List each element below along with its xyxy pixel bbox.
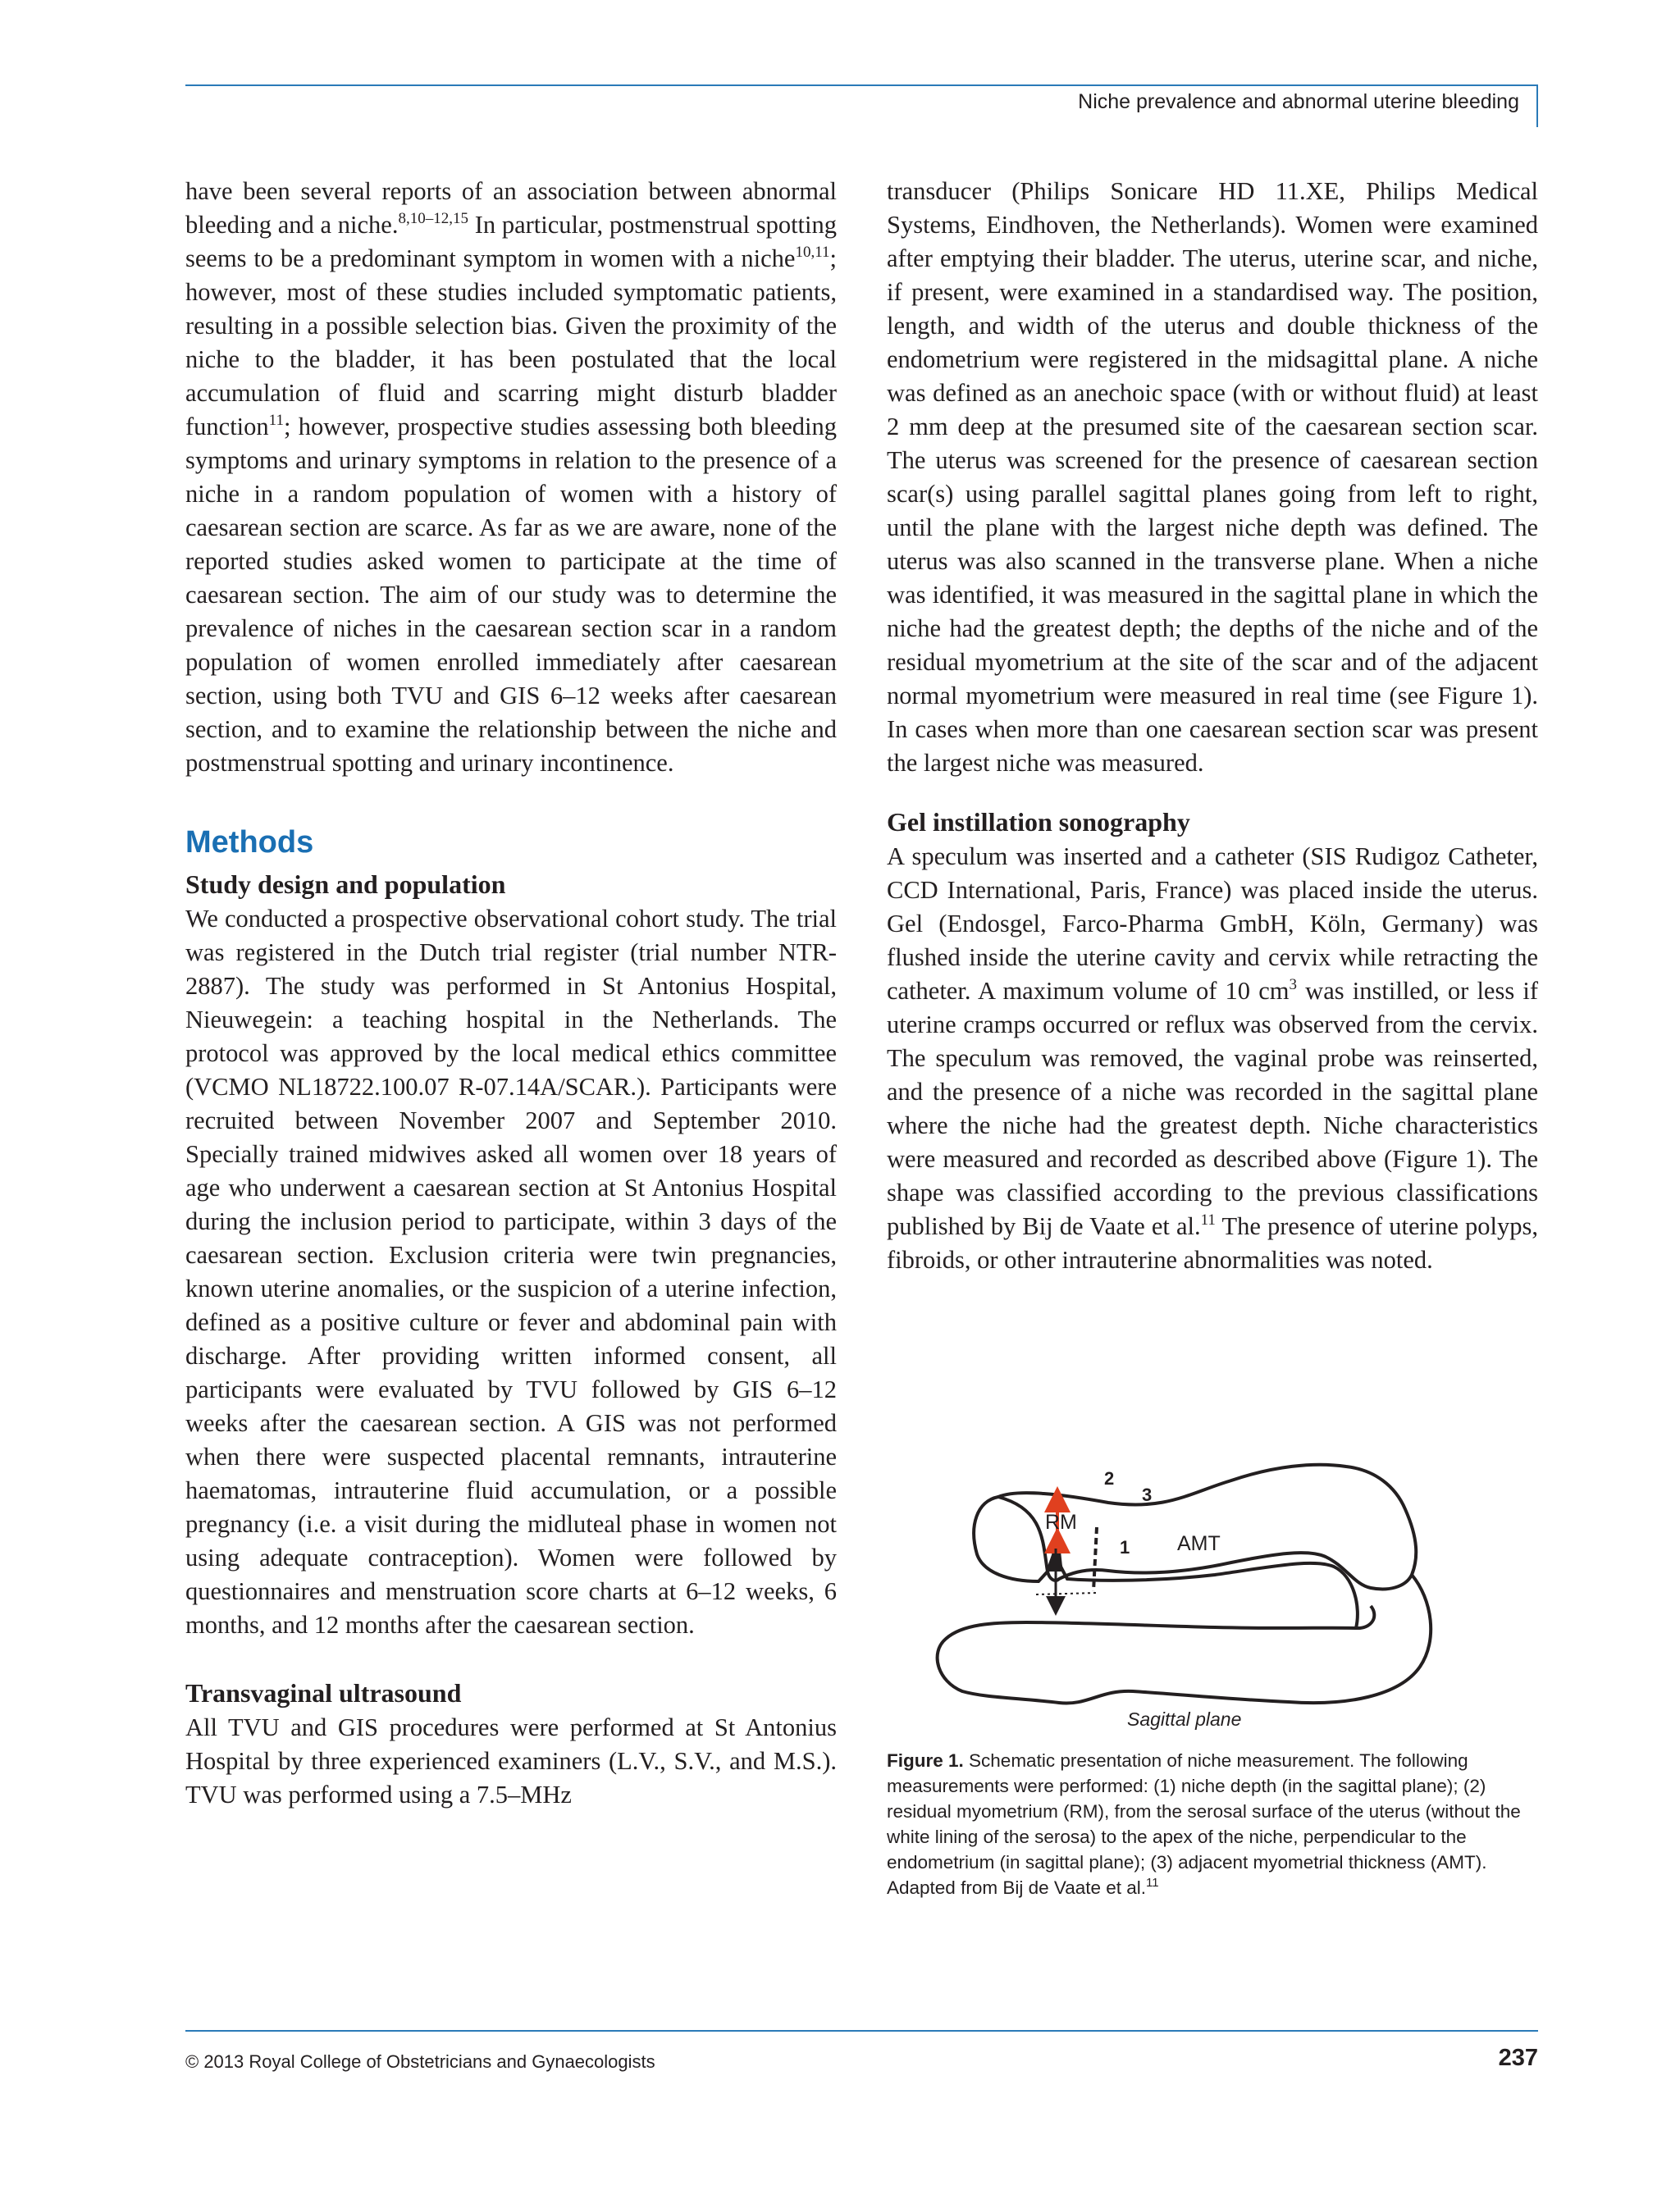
figure-1 [887, 1452, 1538, 1739]
intro-paragraph: have been several reports of an association between abnormal bleeding and a niche.$^{8,10-12,15}$ In particular, postmenstrual spotting seems to be a predominant symptom in women with a niche$^{10,11}$; however, most of these studies included symptomatic patients, resulting in a possible selection bias. Given the proximity of the niche to the bladder, it has been postulated that the local accumulation of fluid and scarring might disturb bladder function$^{11}$; however, prospective studies assessing both bleeding symptoms and urinary symptoms in relation to the presence of a niche in a random population of women with a history of caesarean section are scarce. As far as we are aware, none of the reported studies asked women to participate at the time of caesarean section. The aim of our study was to determine the prevalence of niches in the caesarean section scar in a random population of women enrolled immediately after caesarean section, using both TVU and GIS 6–12 weeks after caesarean section, and to examine the relationship between the niche and postmenstrual spotting and urinary incontinence. [185, 177, 837, 777]
label-rm: RM [1045, 1511, 1077, 1534]
label-amt: AMT [1177, 1532, 1221, 1555]
label-1: 1 [1120, 1537, 1130, 1558]
footer-rule [185, 2030, 1538, 2032]
header-rule-tick [1536, 84, 1538, 127]
citation: 11 [268, 412, 284, 429]
uterus-outline-lower [938, 1575, 1431, 1704]
figure-caption: Figure 1. Schematic presentation of niche measurement. The following measurements were performed: (1) niche depth (in the sagittal plane); (2) residual myometrium (RM), from the serosal surface of the uterus (without the white lining of the serosa) to the apex of the niche, perpendicular to the endometrium (in sagittal plane); (3) adjacent myometrial thickness (AMT). Adapted from Bij de Vaate et al.$^{11}$ [887, 1750, 1521, 1898]
label-sagittal-plane: Sagittal plane [1127, 1708, 1242, 1730]
tvu-continued-paragraph: transducer (Philips Sonicare HD 11.XE, Philips Medical Systems, Eindhoven, the Netherlands). Women were examined after emptying their bladder. The uterus, uterine scar, and niche, if present, were examined in a standardised way. The position, length, and width of the uterus and double thickness of the endometrium were registered in the midsagittal plane. A niche was defined as an anechoic space (with or without fluid) at least 2 mm deep at the presumed site of the caesarean section scar. The uterus was screened for the presence of caesarean section scar(s) using parallel sagittal planes going from left to right, until the plane with the largest niche depth was defined. The uterus was also scanned in the transverse plane. When a niche was identified, it was measured in the sagittal plane in which the niche had the greatest depth; the depths of the niche and of the residual myometrium at the site of the scar and of the adjacent normal myometrium were measured in real time (see Figure 1). In cases when more than one caesarean section scar was present the largest niche was measured. [887, 177, 1538, 777]
gis-paragraph: A speculum was inserted and a catheter (SIS Rudigoz Catheter, CCD International, Paris, France) was placed inside the uterus. Gel (Endosgel, Farco-Pharma GmbH, Köln, Germany) was flushed inside the uterine cavity and cervix while retracting the catheter. A maximum volume of 10 $cm^3$ was instilled, or less if uterine cramps occurred or reflux was observed from the cervix. The speculum was removed, the vaginal probe was reinserted, and the presence of a niche was recorded in the sagittal plane where the niche had the greatest depth. Niche characteristics were measured and recorded as described above (Figure 1). The shape was classified according to the previous classifications published by Bij de Vaate et al.$^{11}$ The presence of uterine polyps, fibroids, or other intrauterine abnormalities was noted. [887, 842, 1538, 1274]
page-number: 237 [1498, 2045, 1538, 2071]
niche-base-line [1036, 1593, 1096, 1594]
copyright-notice: © 2013 Royal College of Obstetricians and Gynaecologists [185, 2051, 655, 2072]
unit-exponent: 3 [1289, 976, 1297, 993]
label-2: 2 [1104, 1468, 1115, 1489]
tvu-heading: Transvaginal ultrasound [185, 1678, 462, 1708]
citation: 11 [1146, 1876, 1159, 1890]
label-3: 3 [1142, 1485, 1153, 1505]
right-column [887, 175, 1538, 1277]
study-design-heading: Study design and population [185, 869, 506, 899]
header-rule [185, 84, 1538, 86]
running-head: Niche prevalence and abnormal uterine bleeding [1078, 90, 1519, 113]
citation: 8,10–12,15 [398, 210, 468, 227]
citation: 10,11 [795, 244, 830, 261]
citation: 11 [1200, 1211, 1216, 1229]
left-column [185, 175, 837, 1812]
methods-heading: Methods [185, 825, 314, 860]
uterus-schematic [887, 1452, 1538, 1739]
gis-heading: Gel instillation sonography [887, 807, 1190, 837]
study-design-paragraph: We conducted a prospective observational cohort study. The trial was registered in the Dutch trial register (trial number NTR-2887). The study was performed in St Antonius Hospital, Nieuwegein: a teaching hospital in the Netherlands. The protocol was approved by the local medical ethics committee (VCMO NL18722.100.07 R-07.14A/SCAR.). Participants were recruited between November 2007 and September 2010. Specially trained midwives asked all women over 18 years of age who underwent a caesarean section at St Antonius Hospital during the inclusion period to participate, within 3 days of the caesarean section. Exclusion criteria were twin pregnancies, known uterine anomalies, or the suspicion of a uterine infection, defined as a positive culture or fever and abdominal pain with discharge. After providing written informed consent, all participants were evaluated by TVU followed by GIS 6–12 weeks after the caesarean section. A GIS was not performed when there were suspected placental remnants, intrauterine haematomas, intrauterine fluid accumulation, or a possible pregnancy (i.e. a visit during the midluteal phase in women not using adequate contraception). Women were followed by questionnaires and menstruation score charts at 6–12 weeks, 6 months, and 12 months after the caesarean section. [185, 905, 837, 1639]
tvu-paragraph: All TVU and GIS procedures were performed at St Antonius Hospital by three experienced examiners (L.V., S.V., and M.S.). TVU was performed using a 7.5–MHz [185, 1713, 837, 1809]
caption-label: Figure 1. [887, 1750, 964, 1771]
